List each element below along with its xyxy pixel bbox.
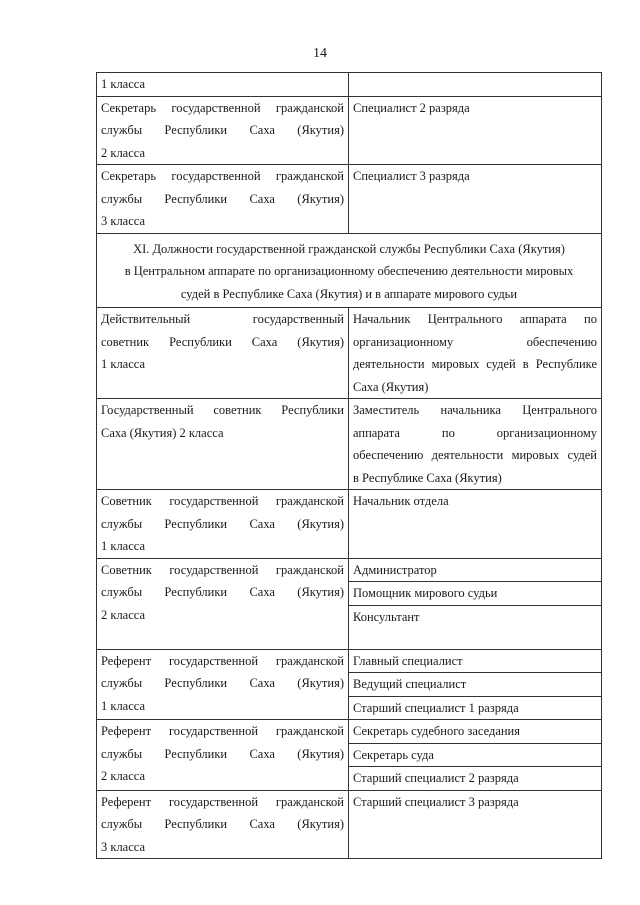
cell-line: в Республике Саха (Якутия) (353, 470, 502, 485)
cell-line: Секретарь государственной гражданской (101, 100, 344, 115)
position-cell (349, 790, 602, 859)
section-heading (97, 233, 602, 308)
class-rank-cell (97, 490, 349, 559)
class-rank-cell (97, 165, 349, 234)
position-list-cell (349, 558, 602, 649)
position-cell (349, 490, 602, 559)
heading-line: XI. Должности государственной гражданской службы Республики Саха (Якутия) (133, 241, 565, 256)
table-row (97, 73, 602, 97)
cell-line: Специалист 2 разряда (353, 100, 470, 115)
cell-line: аппарата по организационному (353, 425, 597, 440)
cell-line: 3 класса (101, 214, 146, 228)
cell-line: 2 класса (101, 607, 146, 622)
cell-line: деятельности мировых судей в Республике (353, 357, 597, 371)
class-rank-cell (97, 720, 349, 791)
cell-line: службы Республики Саха (Якутия) (101, 516, 344, 531)
heading-line: в Центральном аппарате по организационному обеспечению деятельности мировых (124, 264, 574, 278)
cell-line: Старший специалист 3 разряда (353, 794, 519, 809)
table-row (97, 649, 602, 720)
cell-line: 1 класса (101, 357, 146, 371)
cell-line: 1 класса (101, 77, 146, 91)
position-cell (349, 165, 602, 234)
table-row (97, 399, 602, 490)
class-rank-cell (97, 558, 349, 649)
cell-line: Референт государственной гражданской (101, 653, 344, 668)
table-row (97, 790, 602, 859)
cell-line: службы Республики Саха (Якутия) (101, 191, 344, 206)
cell-line: 1 класса (101, 698, 146, 713)
position-cell (349, 73, 602, 97)
table-row (97, 720, 602, 791)
cell-line: Саха (Якутия) 2 класса (101, 425, 224, 440)
cell-line: Действительный государственный (101, 312, 344, 326)
cell-line: Референт государственной гражданской (101, 794, 344, 809)
class-rank-cell (97, 96, 349, 165)
position-item: Администратор (353, 562, 437, 577)
cell-line: Начальник отдела (353, 494, 449, 508)
position-item: Секретарь судебного заседания (353, 724, 520, 738)
cell-line: Саха (Якутия) (353, 379, 429, 394)
position-item: Ведущий специалист (349, 672, 601, 696)
class-rank-cell (97, 308, 349, 399)
cell-line: Советник государственной гражданской (101, 494, 344, 508)
class-rank-cell (97, 399, 349, 490)
position-item: Старший специалист 2 разряда (349, 766, 601, 790)
table-row (97, 165, 602, 234)
class-rank-cell (97, 790, 349, 859)
table-row (97, 558, 602, 649)
cell-line: Советник государственной гражданской (101, 562, 344, 577)
cell-line: службы Республики Саха (Якутия) (101, 123, 344, 137)
cell-line: службы Республики Саха (Якутия) (101, 585, 344, 599)
position-item: Секретарь суда (349, 743, 601, 767)
cell-line: Начальник Центрального аппарата по (353, 312, 597, 326)
positions-table (96, 72, 602, 859)
position-item: Главный специалист (353, 653, 463, 668)
cell-line: 2 класса (101, 145, 146, 160)
cell-line: организационному обеспечению (353, 334, 597, 349)
class-rank-cell (97, 73, 349, 97)
section-heading-row (97, 233, 602, 308)
table-row (97, 308, 602, 399)
class-rank-cell (97, 649, 349, 720)
cell-line: Заместитель начальника Центрального (353, 403, 597, 417)
cell-line: обеспечению деятельности мировых судей (353, 448, 597, 462)
heading-line: судей в Республике Саха (Якутия) и в аппарате мирового судьи (180, 286, 518, 301)
cell-line: службы Республики Саха (Якутия) (101, 746, 344, 761)
table-row (97, 490, 602, 559)
page-number: 14 (313, 46, 327, 61)
cell-line: 2 класса (101, 769, 146, 783)
position-item: Консультант (349, 605, 601, 629)
cell-line: 1 класса (101, 539, 146, 553)
cell-line: 3 класса (101, 839, 146, 854)
position-list-cell (349, 649, 602, 720)
cell-line: Секретарь государственной гражданской (101, 169, 344, 183)
position-cell (349, 96, 602, 165)
cell-line: советник Республики Саха (Якутия) (101, 334, 344, 349)
cell-line: службы Республики Саха (Якутия) (101, 817, 344, 831)
position-item: Старший специалист 1 разряда (349, 696, 601, 720)
cell-line: Референт государственной гражданской (101, 724, 344, 738)
position-item: Помощник мирового судьи (349, 581, 601, 605)
cell-line: Специалист 3 разряда (353, 169, 470, 183)
cell-line: службы Республики Саха (Якутия) (101, 676, 344, 690)
table-row (97, 96, 602, 165)
position-cell (349, 308, 602, 399)
position-cell (349, 399, 602, 490)
position-list-cell (349, 720, 602, 791)
cell-line: Государственный советник Республики (101, 403, 344, 417)
